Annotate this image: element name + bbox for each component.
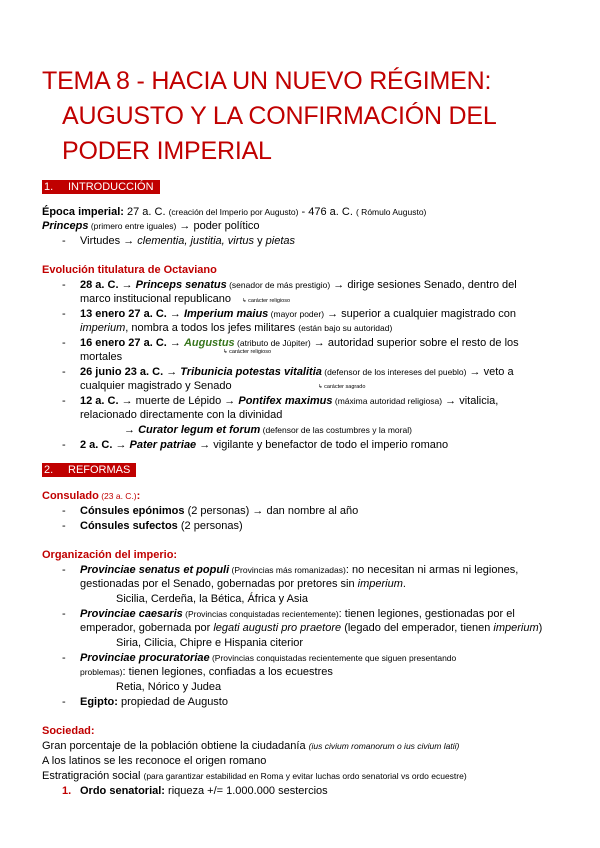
item-rest: : no necesitan ni armas ni legiones, [345,564,519,576]
consulado-note: (23 a. C.) [98,491,137,501]
item-term: Pontifex maximus [238,395,333,407]
evolucion-item-1-cont: marco institucional republicano [80,293,232,305]
item-term: Provinciae senatus et populi [80,564,230,576]
ordo-senatorial-line [80,784,328,798]
epoca-note-1: (creación del Imperio por Augusto) [168,207,299,217]
evolucion-item-4 [80,365,514,379]
evolucion-item-6 [80,438,448,452]
organizacion-item-3-examples: Retia, Nórico y Judea [116,681,222,693]
item-term: Augustus [183,337,235,349]
item-date: 16 enero 27 a. C. → [80,337,184,349]
item-term: Cónsules sufectos [80,520,178,532]
organizacion-dash-4: - [62,696,66,708]
sociedad-text: Gran porcentaje de la población obtiene la ciudadanía [42,740,309,752]
item-rest: → veto a [466,366,514,378]
organizacion-item-3 [80,651,456,665]
evolucion-dash-3: - [62,337,66,349]
item-cont: : tienen legiones, confiadas a los ecuestres [122,666,333,678]
section-heading-introduccion [42,180,160,194]
virtudes-last: pietas [265,235,296,247]
evolucion-dash-2: - [62,308,66,320]
ordo-number: 1. [62,785,72,797]
organizacion-item-2-examples: Siria, Cilicia, Chipre e Hispania citerior [116,637,304,649]
organizacion-dash-3: - [62,652,66,664]
item-note: (senador de más prestigio) [226,280,331,290]
annotation-religioso-1: ↳ carácter religioso [242,298,291,304]
consulado-dash-1: - [62,505,66,517]
item-date: 12 a. C. → [80,395,136,407]
epoca-label: Época imperial: [42,206,124,218]
item-rest: → dirige sesiones Senado, dentro del [330,279,517,291]
organizacion-dash-1: - [62,564,66,576]
item-note: (mayor poder) [268,309,325,319]
item-cont: emperador, gobernada por [80,622,214,634]
item-note: (defensor de las costumbres y la moral) [260,425,412,435]
evolucion-item-2-cont [80,321,392,335]
evolucion-dash-5: - [62,395,66,407]
section-number: 1. [44,181,54,193]
sociedad-line-2: A los latinos se les reconoce el origen romano [42,755,267,767]
section-label: REFORMAS [68,464,131,476]
consulado-heading [42,489,140,503]
evolucion-item-1 [80,278,517,292]
princeps-note: (primero entre iguales) [88,221,177,231]
epoca-start: 27 a. C. [123,206,169,218]
sociedad-line-1 [42,739,459,753]
item-rest: : tienen legiones, gestionadas por el [338,608,515,620]
item-note: (Provincias más romanizadas) [229,565,346,575]
item-cont-2: (legado del emperador, tienen [341,622,494,634]
organizacion-item-3-cont [80,665,333,679]
item-arrow: → [124,424,139,436]
sociedad-line-3 [42,769,467,783]
item-term: Ordo senatorial: [80,785,165,797]
item-cont-italic: legati augusti pro praetore [213,622,342,634]
item-cont-end: . [402,578,406,590]
page-title-line-2: AUGUSTO Y LA CONFIRMACIÓN DEL [62,102,497,130]
item-cont-note: problemas) [80,667,123,677]
consulado-item-1 [80,504,358,518]
virtudes-y: y [254,235,266,247]
virtudes-line [80,234,295,248]
consulado-colon: : [136,490,141,502]
item-term: Tribunicia potestas vitalitia [180,366,322,378]
section-number: 2. [44,464,54,476]
annotation-religioso-2: ↳ carácter religioso [223,349,272,355]
item-note: (defensor de los intereses del pueblo) [321,367,467,377]
evolucion-item-5-sub [124,423,412,437]
organizacion-item-1-cont [80,577,406,591]
epoca-end: - 476 a. C. [298,206,356,218]
organizacion-dash-2: - [62,608,66,620]
item-term: Curator legum et forum [138,424,261,436]
item-note: (Provincias conquistadas recientemente) [182,609,339,619]
item-rest: → autoridad superior sobre el resto de los [310,337,519,349]
item-cont-2-end: ) [538,622,543,634]
item-term: Imperium maius [183,308,269,320]
item-mid: muerte de Lépido → [135,395,239,407]
evolucion-dash-6: - [62,439,66,451]
organizacion-heading: Organización del imperio: [42,549,178,561]
evolucion-item-4-cont: cualquier magistrado y Senado [80,380,232,392]
item-term: Provinciae caesaris [80,608,183,620]
organizacion-item-2 [80,607,515,621]
epoca-note-2: ( Rómulo Augusto) [355,207,427,217]
item-term: Provinciae procuratoriae [80,652,210,664]
item-date: 26 junio 23 a. C. → [80,366,181,378]
item-note: (máxima autoridad religiosa) [332,396,443,406]
virtudes-dash: - [62,235,66,247]
item-note: (atributo de Júpiter) [234,338,311,348]
item-rest: → superior a cualquier magistrado con [324,308,517,320]
evolucion-heading: Evolución titulatura de Octaviano [42,264,217,276]
organizacion-item-1-examples: Sicilia, Cerdeña, la Bética, África y Asia [116,593,308,605]
evolucion-item-3 [80,336,519,350]
page-title-line-1: TEMA 8 - HACIA UN NUEVO RÉGIMEN: [42,67,492,95]
section-heading-reformas [42,463,136,477]
annotation-sagrado: ↳ carácter sagrado [318,384,366,390]
princeps-term: Princeps [42,220,89,232]
item-note: (Provincias conquistadas recientemente que siguen presentando [209,653,457,663]
item-term: Cónsules epónimos [80,505,185,517]
item-rest: propiedad de Augusto [117,696,228,708]
item-cont-note: (están bajo su autoridad) [298,323,393,333]
item-cont: , nombra a todos los jefes militares [125,322,299,334]
item-cont-2-italic: imperium [493,622,539,634]
sociedad-heading: Sociedad: [42,725,95,737]
item-cont-italic: imperium [357,578,403,590]
item-rest: → vigilante y benefactor de todo el imperio romano [196,439,449,451]
item-date: 2 a. C. → [80,439,130,451]
virtudes-items: clementia, justitia, virtus [137,235,255,247]
item-rest: (2 personas) → dan nombre al año [184,505,359,517]
item-term: Princeps senatus [135,279,227,291]
organizacion-item-2-cont [80,621,542,635]
consulado-label: Consulado [42,490,99,502]
item-date: 13 enero 27 a. C. → [80,308,184,320]
evolucion-item-5 [80,394,498,408]
item-term: Pater patriae [129,439,197,451]
evolucion-dash-4: - [62,366,66,378]
evolucion-item-5-cont: relacionado directamente con la divinidad [80,409,283,421]
organizacion-item-1 [80,563,518,577]
consulado-dash-2: - [62,520,66,532]
virtudes-lead: Virtudes → [80,235,138,247]
item-date: 28 a. C. → [80,279,136,291]
consulado-item-2 [80,519,243,533]
item-term: Egipto: [80,696,118,708]
item-rest: riqueza +/= 1.000.000 sestercios [164,785,328,797]
item-cont-italic: imperium [80,322,126,334]
princeps-line [42,219,260,233]
evolucion-item-2 [80,307,516,321]
sociedad-note: (ius civium romanorum o ius civium latii) [308,741,460,751]
item-cont: gestionadas por el Senado, gobernadas por pretores sin [80,578,358,590]
sociedad-text: Estratigración social [42,770,144,782]
section-label: INTRODUCCIÓN [68,181,154,193]
evolucion-dash-1: - [62,279,66,291]
organizacion-item-4 [80,695,228,709]
evolucion-item-3-cont: mortales [80,351,123,363]
princeps-rest: → poder político [176,220,260,232]
sociedad-note: (para garantizar estabilidad en Roma y evitar luchas ordo senatorial vs ordo ecuestre) [143,771,467,781]
page-title-line-3: PODER IMPERIAL [62,137,272,165]
epoca-imperial-line [42,205,426,219]
item-rest: → vitalicia, [442,395,499,407]
item-rest: (2 personas) [177,520,243,532]
